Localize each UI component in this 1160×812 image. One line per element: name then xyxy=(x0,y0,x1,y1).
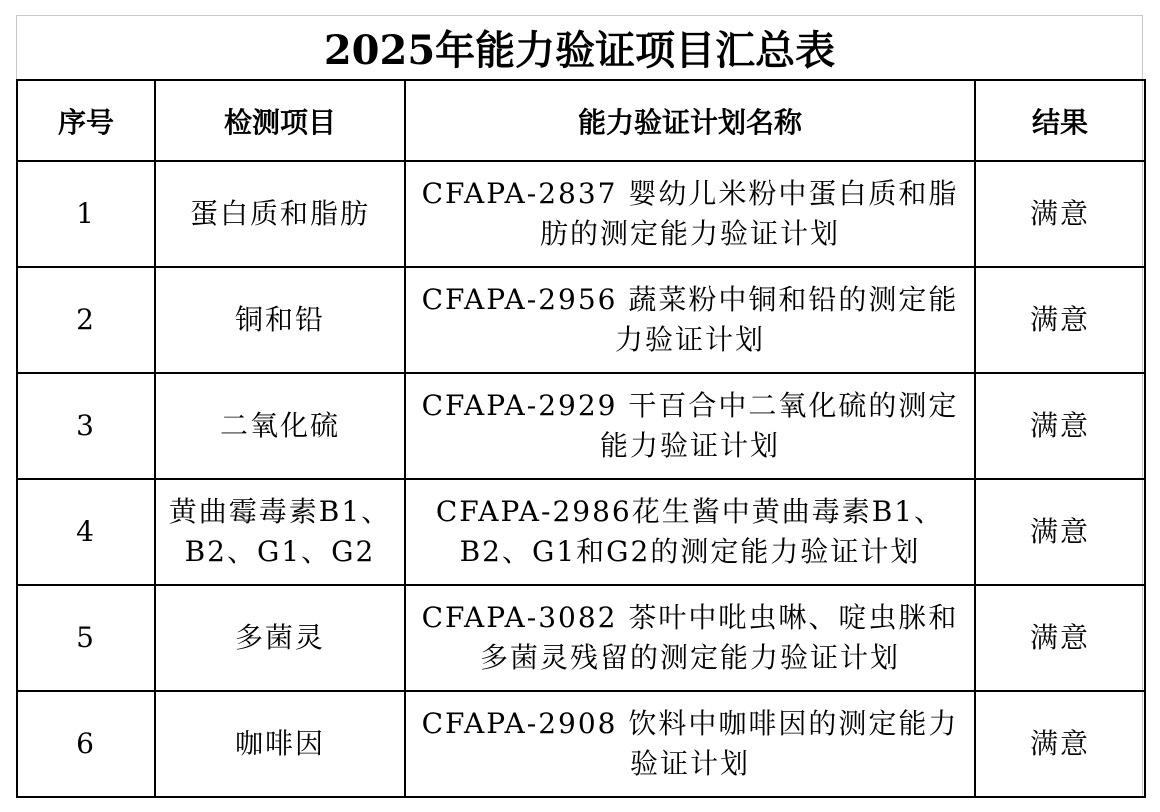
cell-result: 满意 xyxy=(975,267,1145,373)
cell-plan-name: CFAPA-3082 茶叶中吡虫啉、啶虫脒和多菌灵残留的测定能力验证计划 xyxy=(405,585,975,691)
cell-serial-number: 6 xyxy=(17,691,155,797)
cell-test-item: 咖啡因 xyxy=(155,691,405,797)
cell-result: 满意 xyxy=(975,691,1145,797)
cell-result: 满意 xyxy=(975,585,1145,691)
cell-serial-number: 5 xyxy=(17,585,155,691)
cell-test-item: 蛋白质和脂肪 xyxy=(155,161,405,267)
cell-serial-number: 1 xyxy=(17,161,155,267)
header-serial-number: 序号 xyxy=(17,80,155,161)
table-header-row xyxy=(17,80,1145,161)
cell-serial-number: 2 xyxy=(17,267,155,373)
cell-serial-number: 4 xyxy=(17,479,155,585)
table-row xyxy=(17,585,1145,691)
cell-result: 满意 xyxy=(975,373,1145,479)
table-row xyxy=(17,267,1145,373)
cell-plan-name: CFAPA-2986花生酱中黄曲毒素B1、B2、G1和G2的测定能力验证计划 xyxy=(405,479,975,585)
cell-test-item: 铜和铅 xyxy=(155,267,405,373)
cell-plan-name: CFAPA-2929 干百合中二氧化硫的测定能力验证计划 xyxy=(405,373,975,479)
cell-plan-name: CFAPA-2837 婴幼儿米粉中蛋白质和脂肪的测定能力验证计划 xyxy=(405,161,975,267)
table-row xyxy=(17,479,1145,585)
cell-plan-name: CFAPA-2908 饮料中咖啡因的测定能力验证计划 xyxy=(405,691,975,797)
cell-plan-name: CFAPA-2956 蔬菜粉中铜和铅的测定能力验证计划 xyxy=(405,267,975,373)
cell-test-item: 二氧化硫 xyxy=(155,373,405,479)
cell-test-item: 黄曲霉毒素B1、B2、G1、G2 xyxy=(155,479,405,585)
cell-test-item: 多菌灵 xyxy=(155,585,405,691)
header-result: 结果 xyxy=(975,80,1145,161)
table-row xyxy=(17,691,1145,797)
table-row xyxy=(17,161,1145,267)
header-plan-name: 能力验证计划名称 xyxy=(405,80,975,161)
header-test-item: 检测项目 xyxy=(155,80,405,161)
cell-result: 满意 xyxy=(975,479,1145,585)
summary-table xyxy=(16,79,1146,798)
table-row xyxy=(17,373,1145,479)
cell-result: 满意 xyxy=(975,161,1145,267)
page-title: 2025年能力验证项目汇总表 xyxy=(323,26,836,74)
cell-serial-number: 3 xyxy=(17,373,155,479)
